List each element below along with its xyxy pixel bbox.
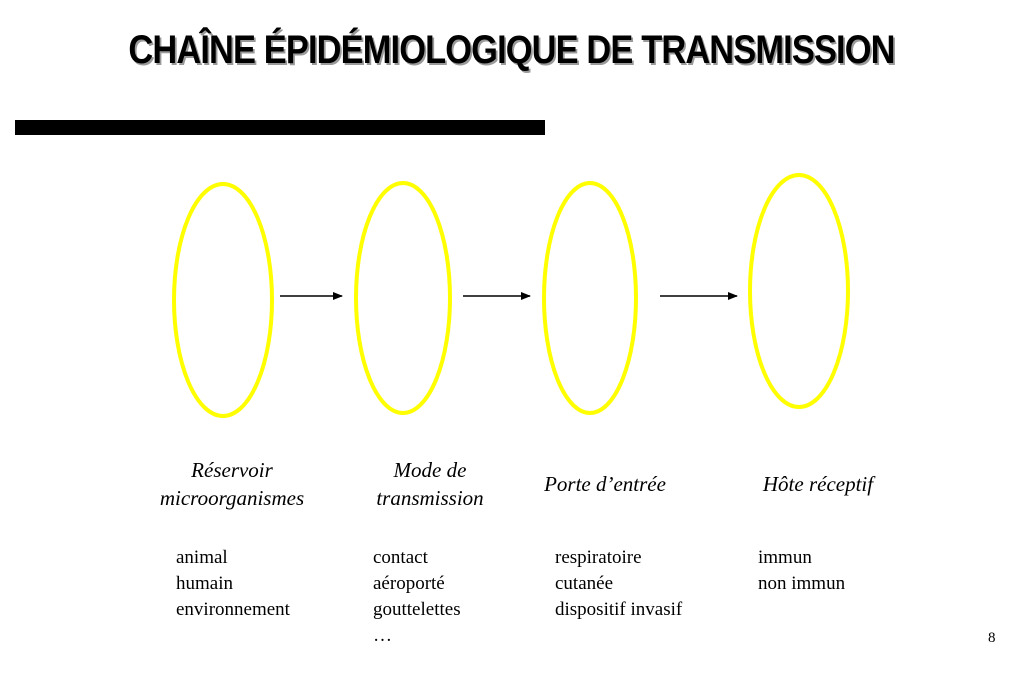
stage-label-transmission [330,456,530,512]
list-item: animal [176,547,228,568]
transmission-items [373,545,461,649]
stage-label-reservoir [132,456,332,512]
list-item: … [373,625,392,646]
label-line: transmission [376,486,484,510]
list-item: aéroporté [373,573,445,594]
list-item: respiratoire [555,547,642,568]
list-item: cutanée [555,573,614,594]
host-items [758,545,845,597]
list-item: gouttelettes [373,599,461,620]
label-line: Porte d’entrée [544,472,666,496]
receptive-host-ellipse [750,175,848,407]
reservoir-ellipse [174,184,272,416]
list-item: environnement [176,599,290,620]
page-number: 8 [988,630,996,646]
list-item: humain [176,573,233,594]
list-item: contact [373,547,428,568]
slide-title: CHAÎNE ÉPIDÉMIOLOGIQUE DE TRANSMISSION [128,28,895,72]
label-line: Réservoir [191,458,273,482]
entry-portal-ellipse [544,183,636,413]
label-line: microorganismes [159,486,305,510]
label-line: Mode de [393,458,467,482]
list-item: immun [758,547,812,568]
list-item: dispositif invasif [555,599,683,620]
transmission-mode-ellipse [356,183,450,413]
reservoir-items [176,545,290,623]
label-line: Hôte réceptif [762,472,874,496]
stage-label-host [718,470,918,498]
entry-items [555,545,682,623]
stage-label-entry [505,470,705,498]
list-item: non immun [758,573,846,594]
